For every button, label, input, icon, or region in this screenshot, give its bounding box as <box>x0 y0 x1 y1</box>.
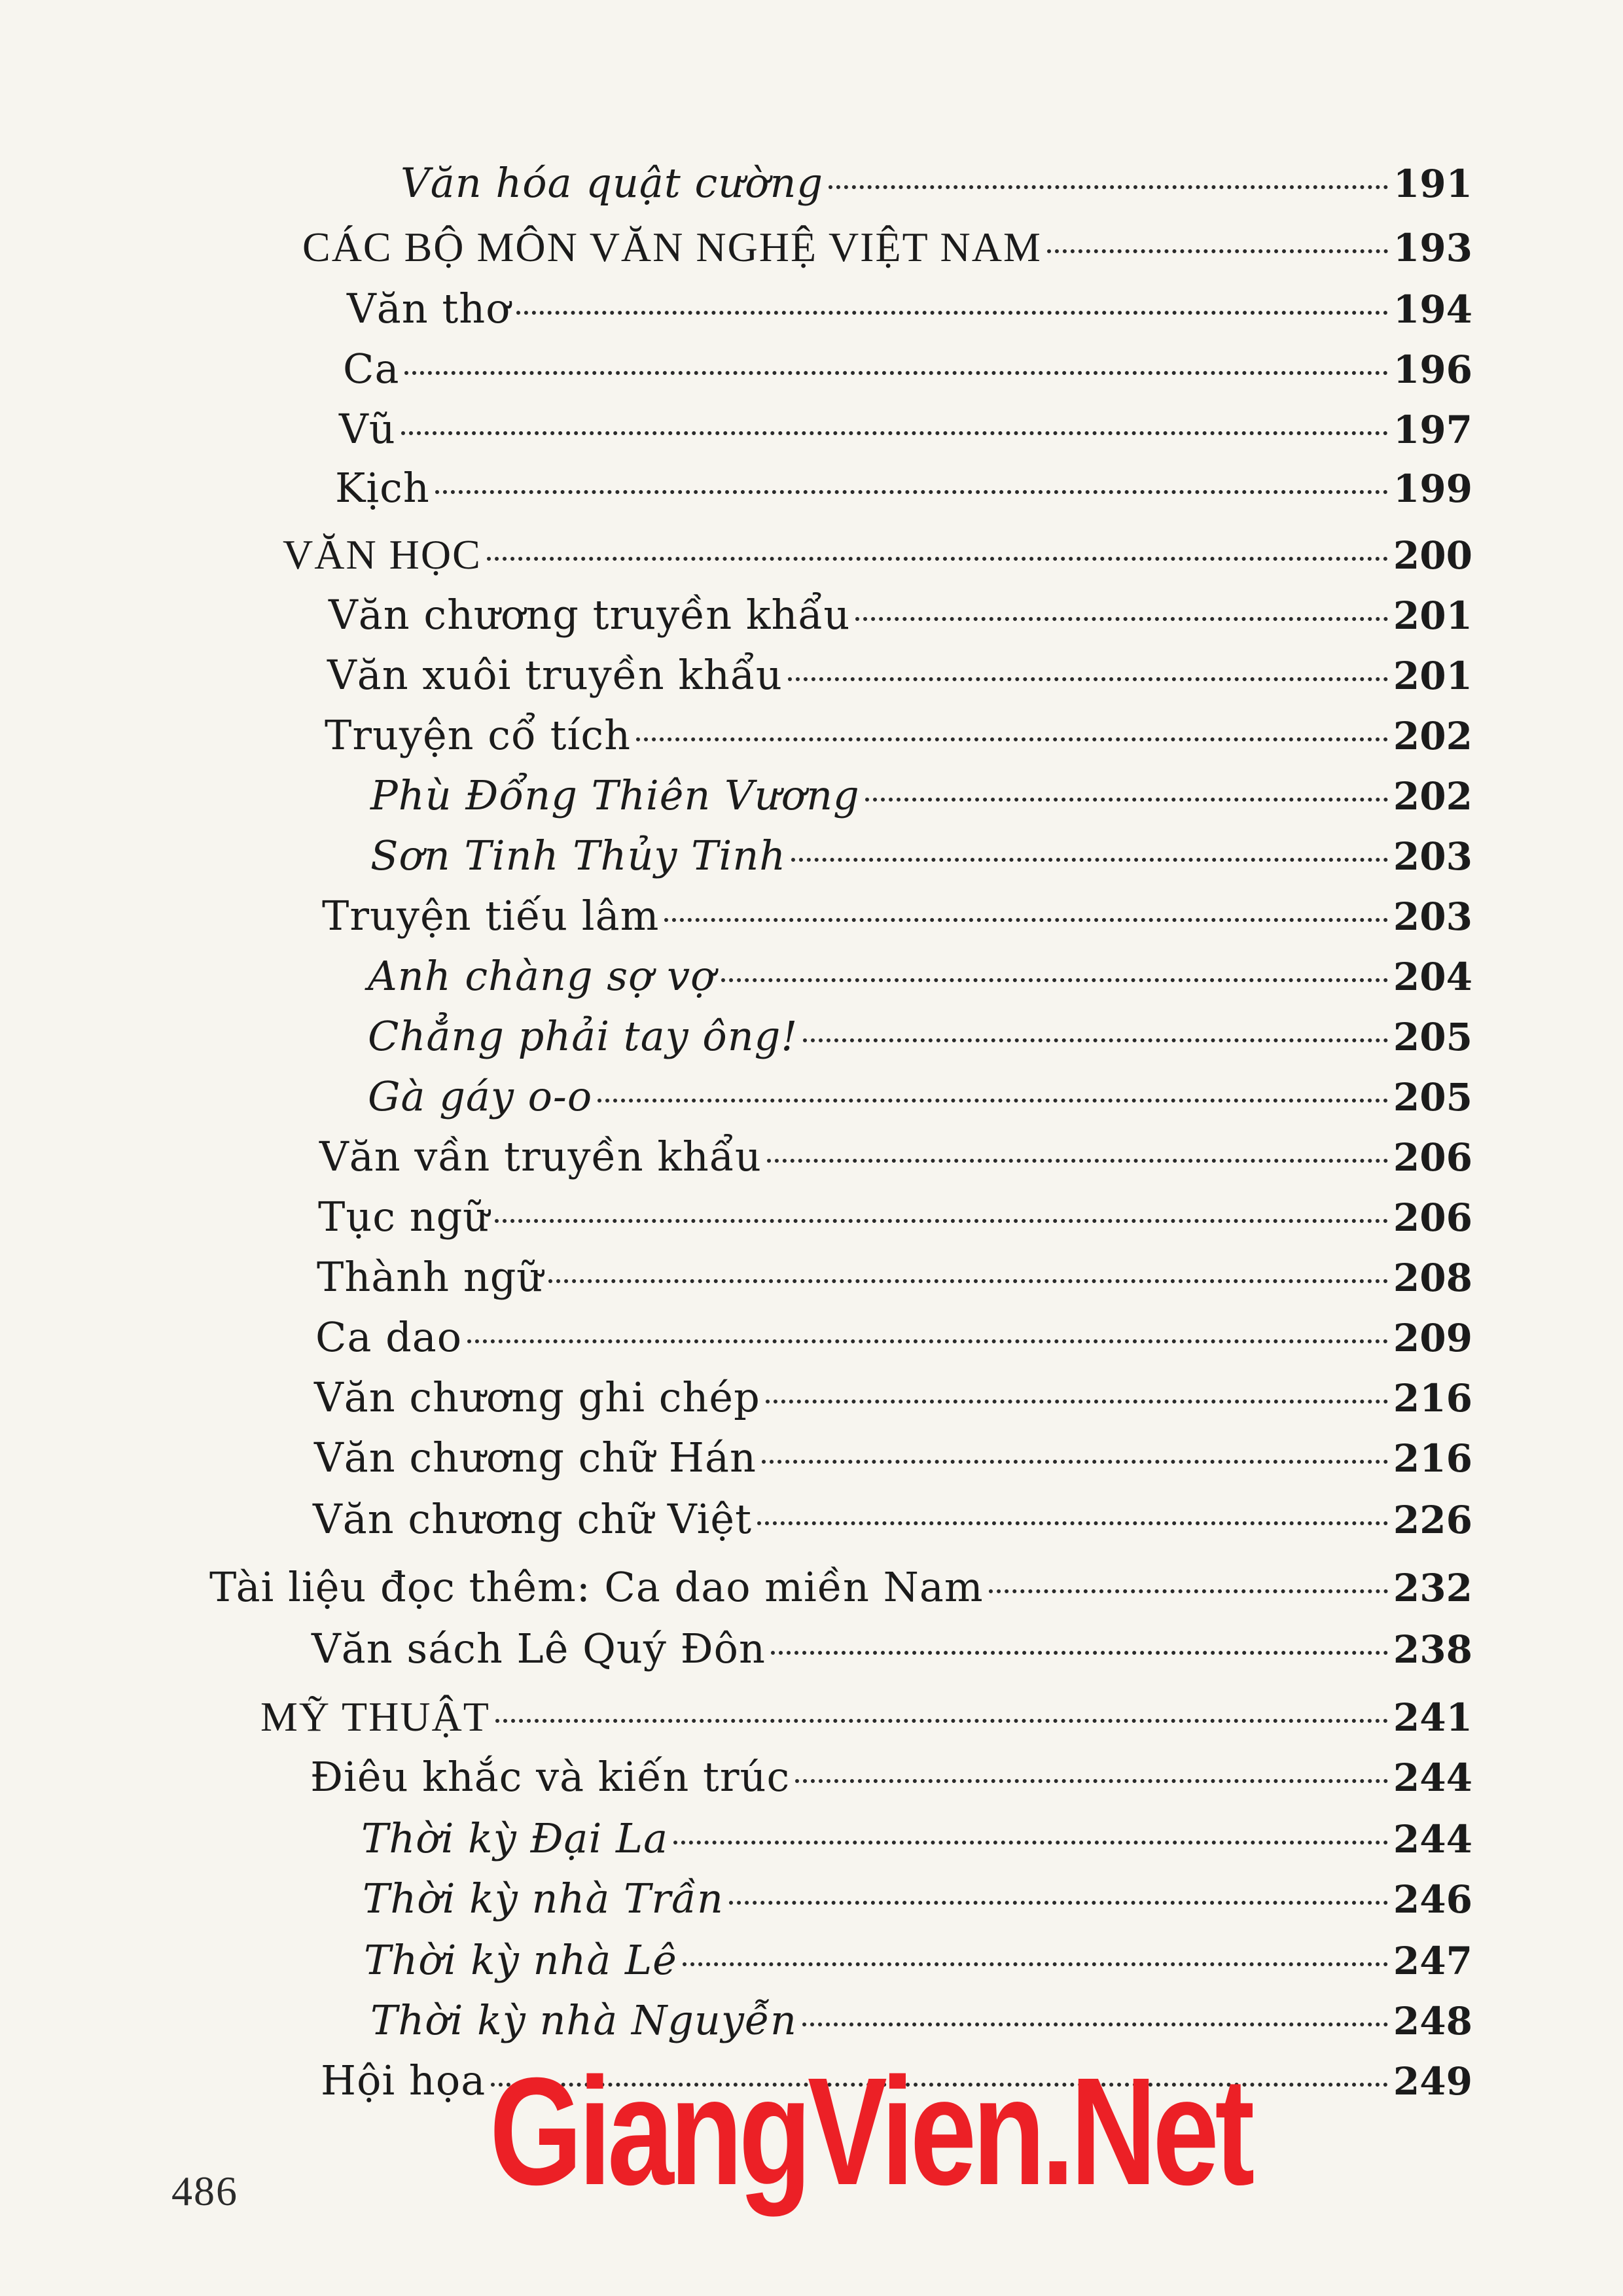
toc-entry-page: 238 <box>1393 1627 1472 1672</box>
toc-entry-title: Văn sách Lê Quý Đôn <box>312 1625 766 1672</box>
toc-entry-page: 244 <box>1393 1817 1472 1862</box>
toc-entry <box>319 1131 1472 1183</box>
toc-entry <box>335 462 1472 514</box>
toc-entry <box>209 1561 1472 1614</box>
leader-dots <box>683 1962 1388 1966</box>
leader-dots <box>762 1460 1388 1464</box>
toc-entry-page: 205 <box>1393 1075 1472 1120</box>
toc-entry <box>313 1493 1472 1545</box>
toc-entry <box>312 1623 1472 1675</box>
toc-entry <box>310 1751 1472 1803</box>
toc-entry-page: 197 <box>1393 408 1472 452</box>
toc-entry-title: VĂN HỌC <box>283 531 482 578</box>
toc-entry-page: 208 <box>1393 1256 1472 1300</box>
toc-entry-title: Tài liệu đọc thêm: Ca dao miền Nam <box>209 1563 984 1611</box>
toc-entry <box>370 769 1472 822</box>
leader-dots <box>401 431 1388 435</box>
toc-entry-title: Văn chương chữ Hán <box>314 1434 757 1481</box>
toc-entry-page: 226 <box>1393 1498 1472 1542</box>
toc-entry-title: Điêu khắc và kiến trúc <box>310 1753 791 1801</box>
toc-entry <box>314 1432 1472 1484</box>
toc-entry-title: Thời kỳ Đại La <box>361 1814 669 1862</box>
toc-entry-title: Thời kỳ nhà Nguyễn <box>370 1996 797 2044</box>
toc-entry-page: 244 <box>1393 1756 1472 1800</box>
leader-dots <box>404 371 1388 375</box>
toc-entry-title: Văn hóa quật cường <box>401 159 824 207</box>
leader-dots <box>487 557 1388 561</box>
toc-entry-page: 248 <box>1393 1999 1472 2043</box>
toc-entry <box>368 1010 1472 1063</box>
leader-dots <box>664 918 1388 922</box>
toc-entry-page: 191 <box>1393 162 1472 206</box>
toc-entry-page: 209 <box>1393 1316 1472 1360</box>
leader-dots <box>865 798 1388 802</box>
leader-dots <box>548 1279 1388 1283</box>
toc-entry <box>317 1251 1472 1303</box>
leader-dots <box>729 1901 1388 1905</box>
toc-entry-page: 241 <box>1393 1695 1472 1740</box>
toc-entry-title: Anh chàng sợ vợ <box>368 952 716 1000</box>
toc-entry-title: Truyện tiếu lâm <box>322 892 660 940</box>
leader-dots <box>795 1779 1388 1783</box>
leader-dots <box>597 1099 1388 1103</box>
toc-entry-title: Văn xuôi truyền khẩu <box>327 651 783 699</box>
leader-dots <box>495 1719 1388 1723</box>
toc-entry-page: 232 <box>1393 1566 1472 1610</box>
toc-entry-page: 203 <box>1393 894 1472 939</box>
toc-entry-page: 249 <box>1393 2059 1472 2104</box>
toc-entry <box>368 1070 1472 1123</box>
toc-entry <box>343 343 1472 395</box>
toc-entry-title: Ca <box>343 345 400 393</box>
toc-entry-title: Gà gáy o-o <box>368 1072 593 1120</box>
toc-entry-page: 194 <box>1393 287 1472 332</box>
toc-entry-title: Văn vần truyền khẩu <box>319 1133 762 1180</box>
toc-entry-page: 247 <box>1393 1939 1472 1983</box>
leader-dots <box>435 490 1388 494</box>
toc-entry-title: Truyện cổ tích <box>325 711 632 759</box>
toc-entry-page: 203 <box>1393 834 1472 879</box>
toc-entry <box>315 1311 1472 1364</box>
leader-dots <box>989 1589 1388 1593</box>
toc-entry-page: 204 <box>1393 955 1472 999</box>
toc-entry-page: 202 <box>1393 774 1472 819</box>
toc-entry-page: 205 <box>1393 1015 1472 1059</box>
toc-entry-page: 193 <box>1393 226 1472 270</box>
toc-entry <box>260 1691 1472 1743</box>
toc-entry-title: Văn chương truyền khẩu <box>329 591 851 639</box>
toc-entry-page: 202 <box>1393 714 1472 758</box>
leader-dots <box>767 1159 1388 1163</box>
toc-entry-title: Kịch <box>335 464 430 512</box>
leader-dots <box>721 978 1388 982</box>
toc-entry <box>283 529 1472 581</box>
leader-dots <box>495 1219 1388 1223</box>
leader-dots <box>855 617 1388 621</box>
toc-entry-title: Vũ <box>339 405 396 453</box>
leader-dots <box>673 1841 1388 1845</box>
toc-entry <box>364 1934 1472 1987</box>
toc-entry-title: Văn thơ <box>347 285 511 332</box>
toc-entry-title: CÁC BỘ MÔN VĂN NGHỆ VIỆT NAM <box>302 224 1042 270</box>
toc-entry <box>327 649 1472 701</box>
leader-dots <box>467 1339 1388 1343</box>
leader-dots <box>803 1038 1388 1042</box>
leader-dots <box>791 858 1388 862</box>
toc-entry <box>329 589 1472 641</box>
toc-entry-page: 216 <box>1393 1436 1472 1481</box>
toc-entry-title: Ca dao <box>315 1313 463 1361</box>
leader-dots <box>757 1521 1388 1525</box>
toc-entry <box>322 890 1472 942</box>
toc-entry <box>325 709 1472 762</box>
watermark-text: GiangVien.Net <box>490 2045 1251 2217</box>
leader-dots <box>771 1651 1388 1655</box>
leader-dots <box>636 737 1388 741</box>
leader-dots <box>516 311 1388 315</box>
toc-entry <box>339 403 1472 455</box>
toc-entry-title: Phù Đổng Thiên Vương <box>370 771 860 819</box>
toc-entry-page: 196 <box>1393 347 1472 392</box>
toc-entry-title: MỸ THUẬT <box>260 1693 490 1740</box>
toc-entry-title: Thời kỳ nhà Lê <box>364 1936 677 1984</box>
toc-entry-title: Tục ngữ <box>318 1193 490 1241</box>
leader-dots <box>788 677 1388 681</box>
toc-entry-page: 206 <box>1393 1195 1472 1240</box>
toc-entry-page: 216 <box>1393 1376 1472 1421</box>
toc-entry-page: 199 <box>1393 467 1472 511</box>
toc-entry-page: 201 <box>1393 593 1472 638</box>
toc-entry-title: Chẳng phải tay ông! <box>368 1012 798 1060</box>
toc-entry <box>318 1191 1472 1243</box>
toc-entry-title: Thành ngữ <box>317 1253 544 1301</box>
page-number: 486 <box>171 2168 238 2214</box>
toc-entry <box>370 1994 1472 2047</box>
toc-entry <box>370 830 1472 882</box>
toc-entry-page: 206 <box>1393 1135 1472 1180</box>
toc-entry-page: 200 <box>1393 533 1472 578</box>
toc-entry <box>401 157 1472 209</box>
toc-entry-title: Văn chương ghi chép <box>314 1373 760 1421</box>
toc-entry <box>314 1371 1472 1424</box>
toc-entry-title: Sơn Tinh Thủy Tinh <box>370 832 787 879</box>
toc-entry-page: 201 <box>1393 654 1472 698</box>
toc-entry-title: Văn chương chữ Việt <box>313 1495 753 1543</box>
toc-entry <box>361 1812 1472 1865</box>
leader-dots <box>766 1400 1388 1404</box>
toc-entry-title: Hội họa <box>321 2057 486 2104</box>
leader-dots <box>802 2022 1388 2026</box>
leader-dots <box>829 185 1388 189</box>
leader-dots <box>1047 249 1388 253</box>
toc-entry <box>368 950 1472 1002</box>
toc-entry-page: 246 <box>1393 1877 1472 1922</box>
toc-entry <box>347 283 1472 335</box>
toc-entry-title: Thời kỳ nhà Trần <box>363 1875 724 1922</box>
toc-entry <box>363 1873 1472 1925</box>
toc-entry <box>302 221 1472 274</box>
